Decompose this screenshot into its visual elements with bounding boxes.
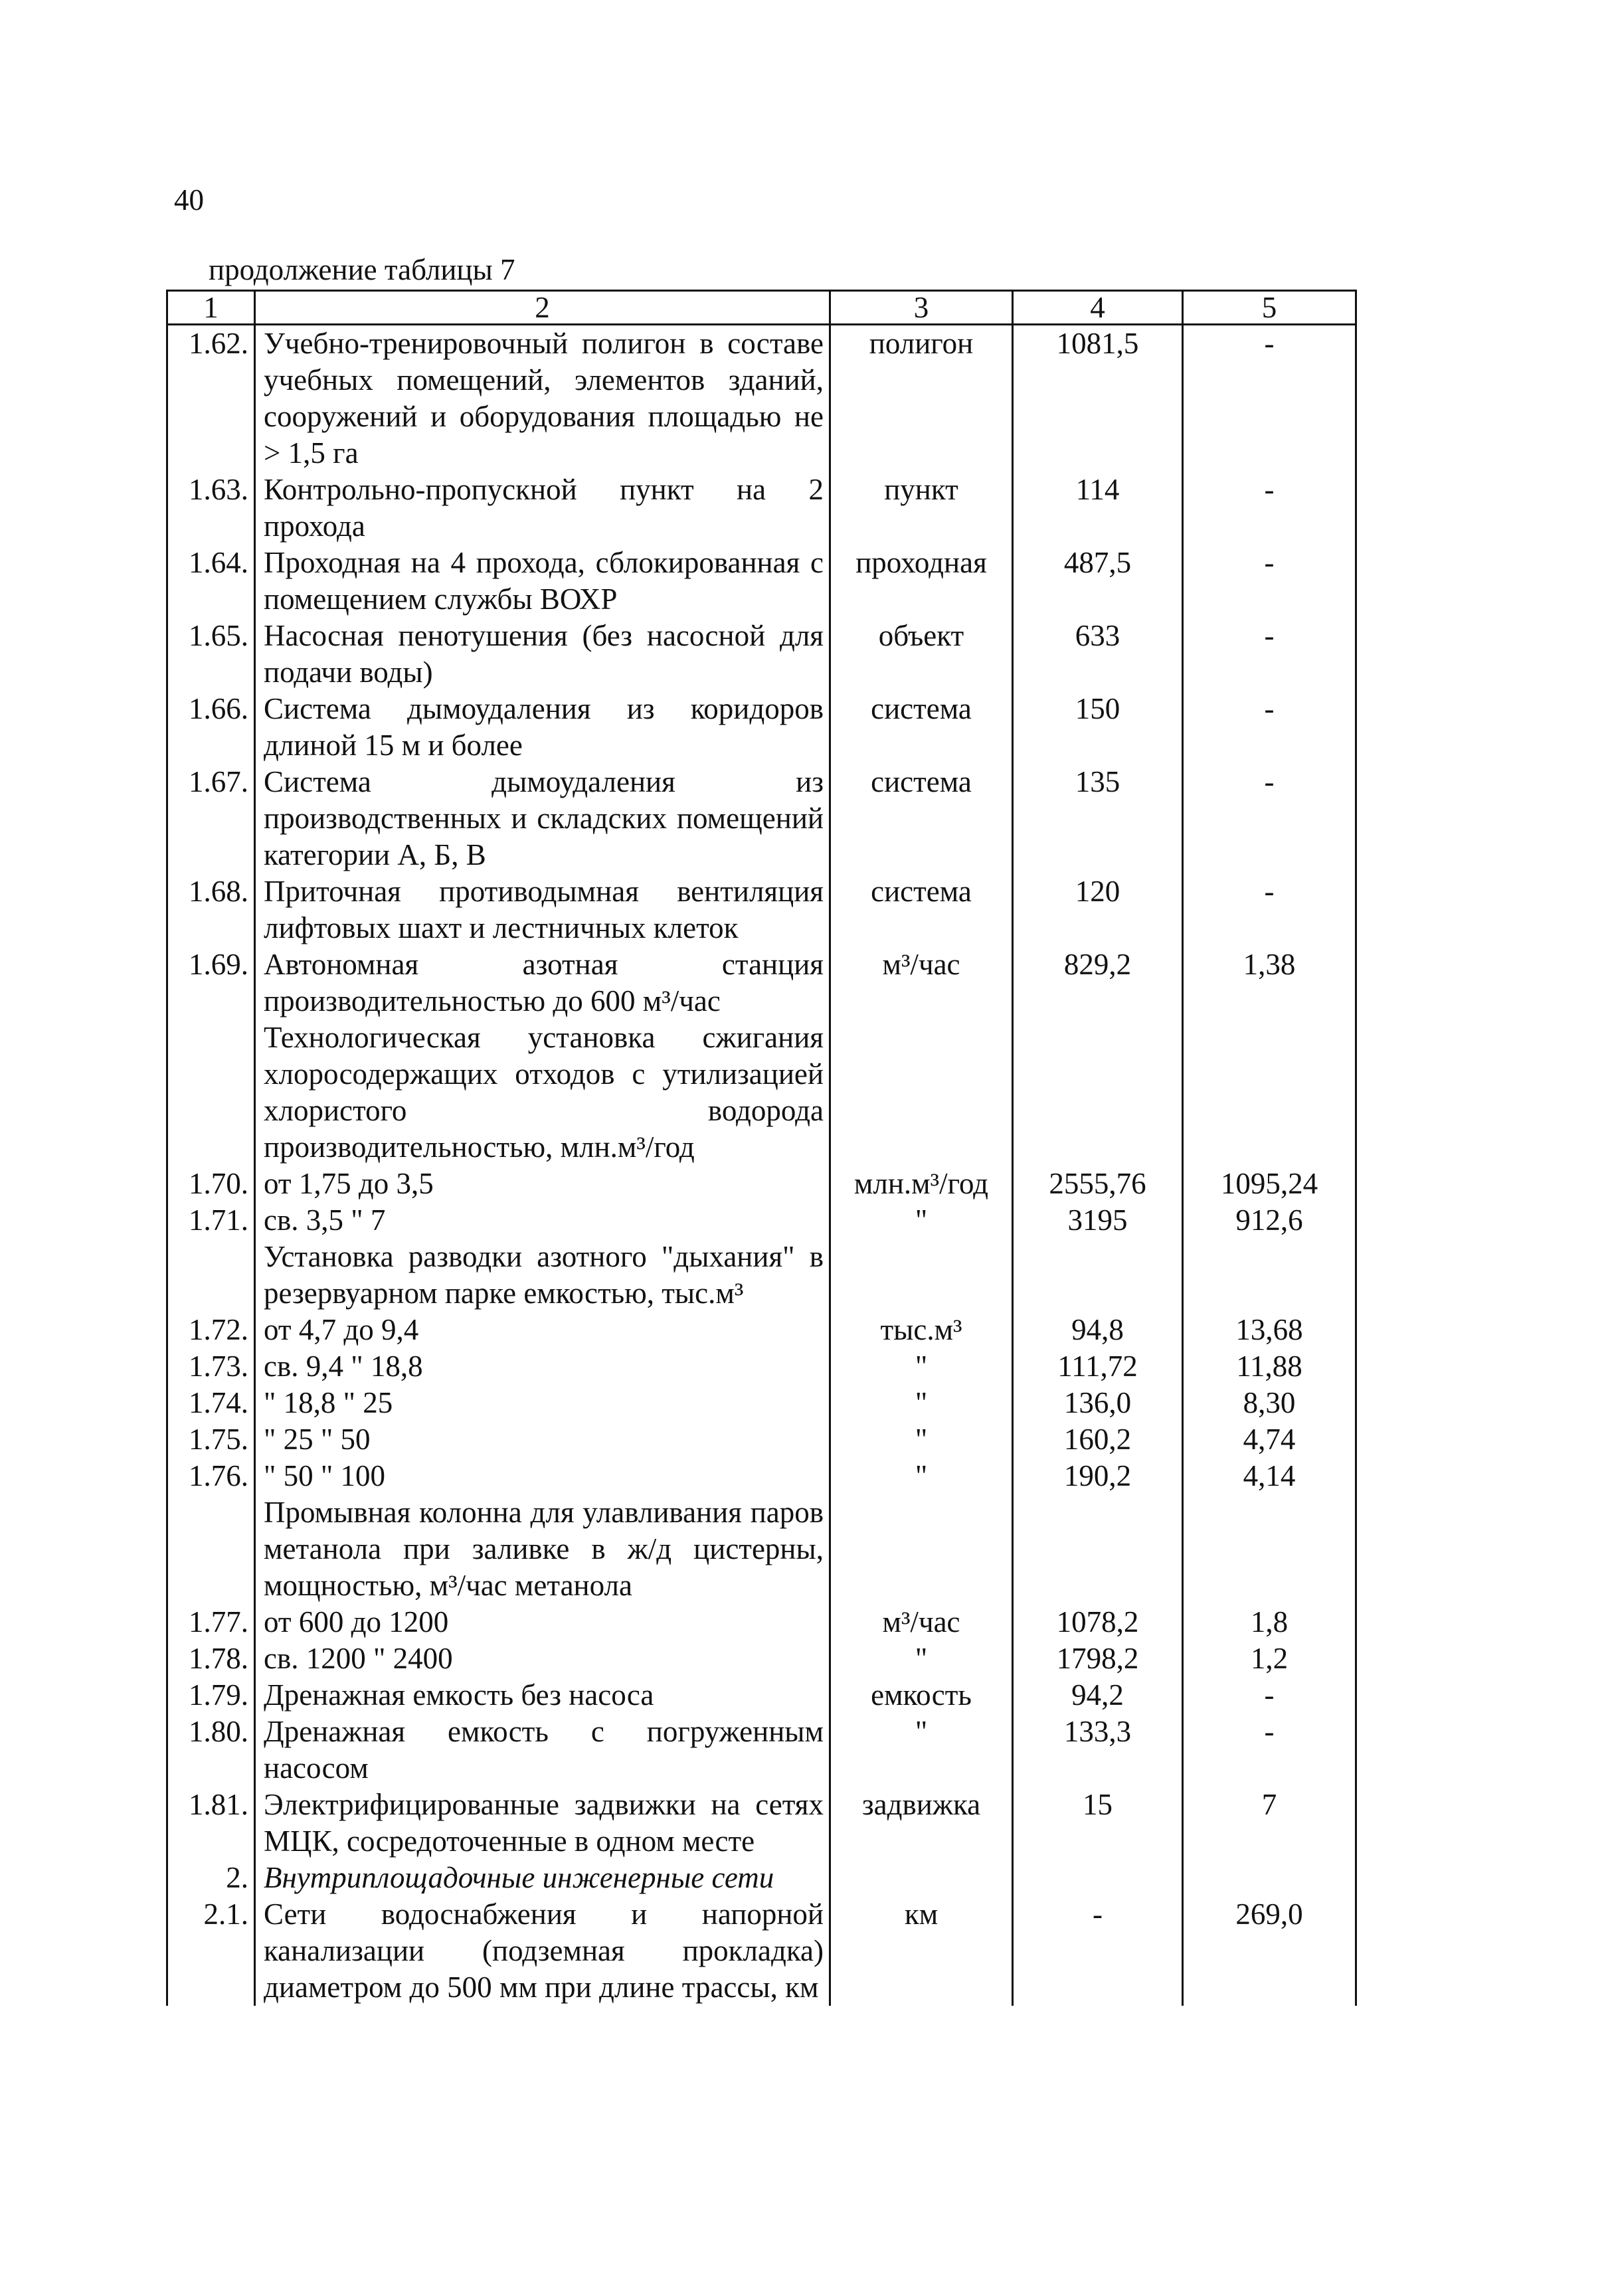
row-number: 1.69. — [167, 946, 255, 1019]
row-value-4: 111,72 — [1013, 1348, 1183, 1385]
row-value-5: 11,88 — [1183, 1348, 1356, 1385]
row-value-4: 135 — [1013, 764, 1183, 873]
table-row — [167, 1640, 1356, 1677]
table-row — [167, 1239, 1356, 1312]
row-name: Автономная азотная станция производительностью до 600 м³/час — [255, 946, 830, 1019]
table-row — [167, 1348, 1356, 1385]
row-name: Проходная на 4 прохода, сблокированная с помещением службы ВОХР — [255, 545, 830, 618]
row-value-5: 8,30 — [1183, 1385, 1356, 1421]
row-value-5: - — [1183, 545, 1356, 618]
row-name: Технологическая установка сжигания хлоросодержащих отходов с утилизацией хлористого водорода производительностью, млн.м³/год — [255, 1019, 830, 1166]
table-header-row — [167, 291, 1356, 325]
row-value-5 — [1183, 1019, 1356, 1166]
table-row — [167, 1677, 1356, 1714]
row-unit — [830, 1494, 1013, 1604]
row-number — [167, 1494, 255, 1604]
column-header: 5 — [1183, 291, 1356, 325]
row-value-4: 94,2 — [1013, 1677, 1183, 1714]
row-value-5: - — [1183, 472, 1356, 545]
row-name: Установка разводки азотного "дыхания" в резервуарном парке емкостью, тыс.м³ — [255, 1239, 830, 1312]
row-name: св. 9,4 " 18,8 — [255, 1348, 830, 1385]
row-unit: " — [830, 1385, 1013, 1421]
row-value-5 — [1183, 1494, 1356, 1604]
row-value-4: 2555,76 — [1013, 1166, 1183, 1202]
row-number: 1.68. — [167, 873, 255, 946]
table-row — [167, 325, 1356, 472]
row-unit: пункт — [830, 472, 1013, 545]
row-name: " 25 " 50 — [255, 1421, 830, 1458]
row-value-5: 1,2 — [1183, 1640, 1356, 1677]
row-number: 1.63. — [167, 472, 255, 545]
row-value-4: 190,2 — [1013, 1458, 1183, 1494]
row-number — [167, 1239, 255, 1312]
table-row — [167, 472, 1356, 545]
row-value-5: 1,38 — [1183, 946, 1356, 1019]
row-value-5: 269,0 — [1183, 1896, 1356, 2006]
table-row — [167, 1385, 1356, 1421]
row-number: 1.79. — [167, 1677, 255, 1714]
row-number: 1.78. — [167, 1640, 255, 1677]
row-number: 1.62. — [167, 325, 255, 472]
row-unit: система — [830, 873, 1013, 946]
table-row — [167, 1896, 1356, 2006]
row-value-4: 114 — [1013, 472, 1183, 545]
row-value-5: - — [1183, 1714, 1356, 1787]
row-number: 1.77. — [167, 1604, 255, 1640]
table-row — [167, 545, 1356, 618]
row-value-4 — [1013, 1494, 1183, 1604]
row-value-4: 136,0 — [1013, 1385, 1183, 1421]
row-name: св. 3,5 " 7 — [255, 1202, 830, 1239]
row-value-5: 1095,24 — [1183, 1166, 1356, 1202]
row-unit: задвижка — [830, 1787, 1013, 1860]
row-value-4 — [1013, 1019, 1183, 1166]
row-value-5 — [1183, 1860, 1356, 1896]
table-row — [167, 1787, 1356, 1860]
row-name: Система дымоудаления из производственных и складских помещений категории А, Б, В — [255, 764, 830, 873]
row-unit: " — [830, 1421, 1013, 1458]
row-unit: тыс.м³ — [830, 1312, 1013, 1348]
row-name: Учебно-тренировочный полигон в составе учебных помещений, элементов зданий, сооружений и оборудования площадью не > 1,5 га — [255, 325, 830, 472]
row-value-4: 15 — [1013, 1787, 1183, 1860]
row-name: Система дымоудаления из коридоров длиной 15 м и более — [255, 691, 830, 764]
row-name: Промывная колонна для улавливания паров метанола при заливке в ж/д цистерны, мощностью, м³/час метанола — [255, 1494, 830, 1604]
row-value-5: 912,6 — [1183, 1202, 1356, 1239]
row-name: Дренажная емкость без насоса — [255, 1677, 830, 1714]
row-name: " 18,8 " 25 — [255, 1385, 830, 1421]
row-unit: млн.м³/год — [830, 1166, 1013, 1202]
column-header: 2 — [255, 291, 830, 325]
row-value-4: 1081,5 — [1013, 325, 1183, 472]
section-row — [167, 1860, 1356, 1896]
row-number: 1.80. — [167, 1714, 255, 1787]
row-value-4: 150 — [1013, 691, 1183, 764]
table-row — [167, 1714, 1356, 1787]
table-row — [167, 691, 1356, 764]
row-number: 1.76. — [167, 1458, 255, 1494]
row-unit: объект — [830, 618, 1013, 691]
table-row — [167, 1202, 1356, 1239]
row-value-4: 94,8 — [1013, 1312, 1183, 1348]
row-value-4: 3195 — [1013, 1202, 1183, 1239]
page-number: 40 — [174, 183, 204, 217]
row-name: св. 1200 " 2400 — [255, 1640, 830, 1677]
row-value-5: - — [1183, 1677, 1356, 1714]
row-unit: " — [830, 1202, 1013, 1239]
row-number: 1.75. — [167, 1421, 255, 1458]
row-unit: система — [830, 691, 1013, 764]
row-number: 1.67. — [167, 764, 255, 873]
row-name: Внутриплощадочные инженерные сети — [255, 1860, 830, 1896]
table-row — [167, 873, 1356, 946]
row-value-4 — [1013, 1860, 1183, 1896]
row-value-5: 13,68 — [1183, 1312, 1356, 1348]
row-number: 1.81. — [167, 1787, 255, 1860]
row-value-4: - — [1013, 1896, 1183, 2006]
table-row — [167, 1421, 1356, 1458]
row-value-5: - — [1183, 618, 1356, 691]
table-body — [167, 325, 1356, 2006]
row-value-4 — [1013, 1239, 1183, 1312]
table-row — [167, 764, 1356, 873]
table-row — [167, 1494, 1356, 1604]
row-unit: " — [830, 1458, 1013, 1494]
row-value-4: 1078,2 — [1013, 1604, 1183, 1640]
row-unit: " — [830, 1640, 1013, 1677]
row-unit — [830, 1860, 1013, 1896]
row-name: от 600 до 1200 — [255, 1604, 830, 1640]
table-row — [167, 1312, 1356, 1348]
row-value-5: - — [1183, 764, 1356, 873]
row-number: 1.72. — [167, 1312, 255, 1348]
row-unit: " — [830, 1714, 1013, 1787]
row-value-5: 1,8 — [1183, 1604, 1356, 1640]
row-value-4: 1798,2 — [1013, 1640, 1183, 1677]
row-name: Насосная пенотушения (без насосной для подачи воды) — [255, 618, 830, 691]
row-name: Электрифицированные задвижки на сетях МЦК, сосредоточенные в одном месте — [255, 1787, 830, 1860]
row-number: 1.65. — [167, 618, 255, 691]
row-name: Дренажная емкость с погруженным насосом — [255, 1714, 830, 1787]
column-header: 4 — [1013, 291, 1183, 325]
table-row — [167, 618, 1356, 691]
row-value-5: 4,74 — [1183, 1421, 1356, 1458]
table-row — [167, 1019, 1356, 1166]
row-number: 1.70. — [167, 1166, 255, 1202]
row-number: 1.74. — [167, 1385, 255, 1421]
row-value-4: 633 — [1013, 618, 1183, 691]
row-number: 1.73. — [167, 1348, 255, 1385]
row-unit: проходная — [830, 545, 1013, 618]
row-value-5 — [1183, 1239, 1356, 1312]
row-name: от 1,75 до 3,5 — [255, 1166, 830, 1202]
row-name: Сети водоснабжения и напорной канализации (подземная прокладка) диаметром до 500 мм при длине трассы, км — [255, 1896, 830, 2006]
row-number — [167, 1019, 255, 1166]
row-number: 2. — [167, 1860, 255, 1896]
row-value-4: 829,2 — [1013, 946, 1183, 1019]
row-unit — [830, 1019, 1013, 1166]
row-number: 1.64. — [167, 545, 255, 618]
row-number: 1.71. — [167, 1202, 255, 1239]
row-number: 1.66. — [167, 691, 255, 764]
row-unit: полигон — [830, 325, 1013, 472]
row-unit: км — [830, 1896, 1013, 2006]
row-value-4: 120 — [1013, 873, 1183, 946]
row-name: от 4,7 до 9,4 — [255, 1312, 830, 1348]
row-unit: система — [830, 764, 1013, 873]
row-value-4: 160,2 — [1013, 1421, 1183, 1458]
table-row — [167, 1458, 1356, 1494]
row-value-5: - — [1183, 325, 1356, 472]
row-value-4: 487,5 — [1013, 545, 1183, 618]
row-value-5: 7 — [1183, 1787, 1356, 1860]
row-unit: емкость — [830, 1677, 1013, 1714]
row-name: " 50 " 100 — [255, 1458, 830, 1494]
row-value-5: 4,14 — [1183, 1458, 1356, 1494]
row-name: Контрольно-пропускной пункт на 2 прохода — [255, 472, 830, 545]
row-unit: м³/час — [830, 1604, 1013, 1640]
table-caption: продолжение таблицы 7 — [209, 253, 515, 286]
column-header: 3 — [830, 291, 1013, 325]
table-row — [167, 1166, 1356, 1202]
row-value-5: - — [1183, 873, 1356, 946]
row-name: Приточная противодымная вентиляция лифтовых шахт и лестничных клеток — [255, 873, 830, 946]
table-row — [167, 946, 1356, 1019]
data-table — [166, 290, 1357, 2006]
row-value-4: 133,3 — [1013, 1714, 1183, 1787]
table-row — [167, 1604, 1356, 1640]
row-number: 2.1. — [167, 1896, 255, 2006]
row-unit — [830, 1239, 1013, 1312]
column-header: 1 — [167, 291, 255, 325]
row-value-5: - — [1183, 691, 1356, 764]
row-unit: м³/час — [830, 946, 1013, 1019]
row-unit: " — [830, 1348, 1013, 1385]
